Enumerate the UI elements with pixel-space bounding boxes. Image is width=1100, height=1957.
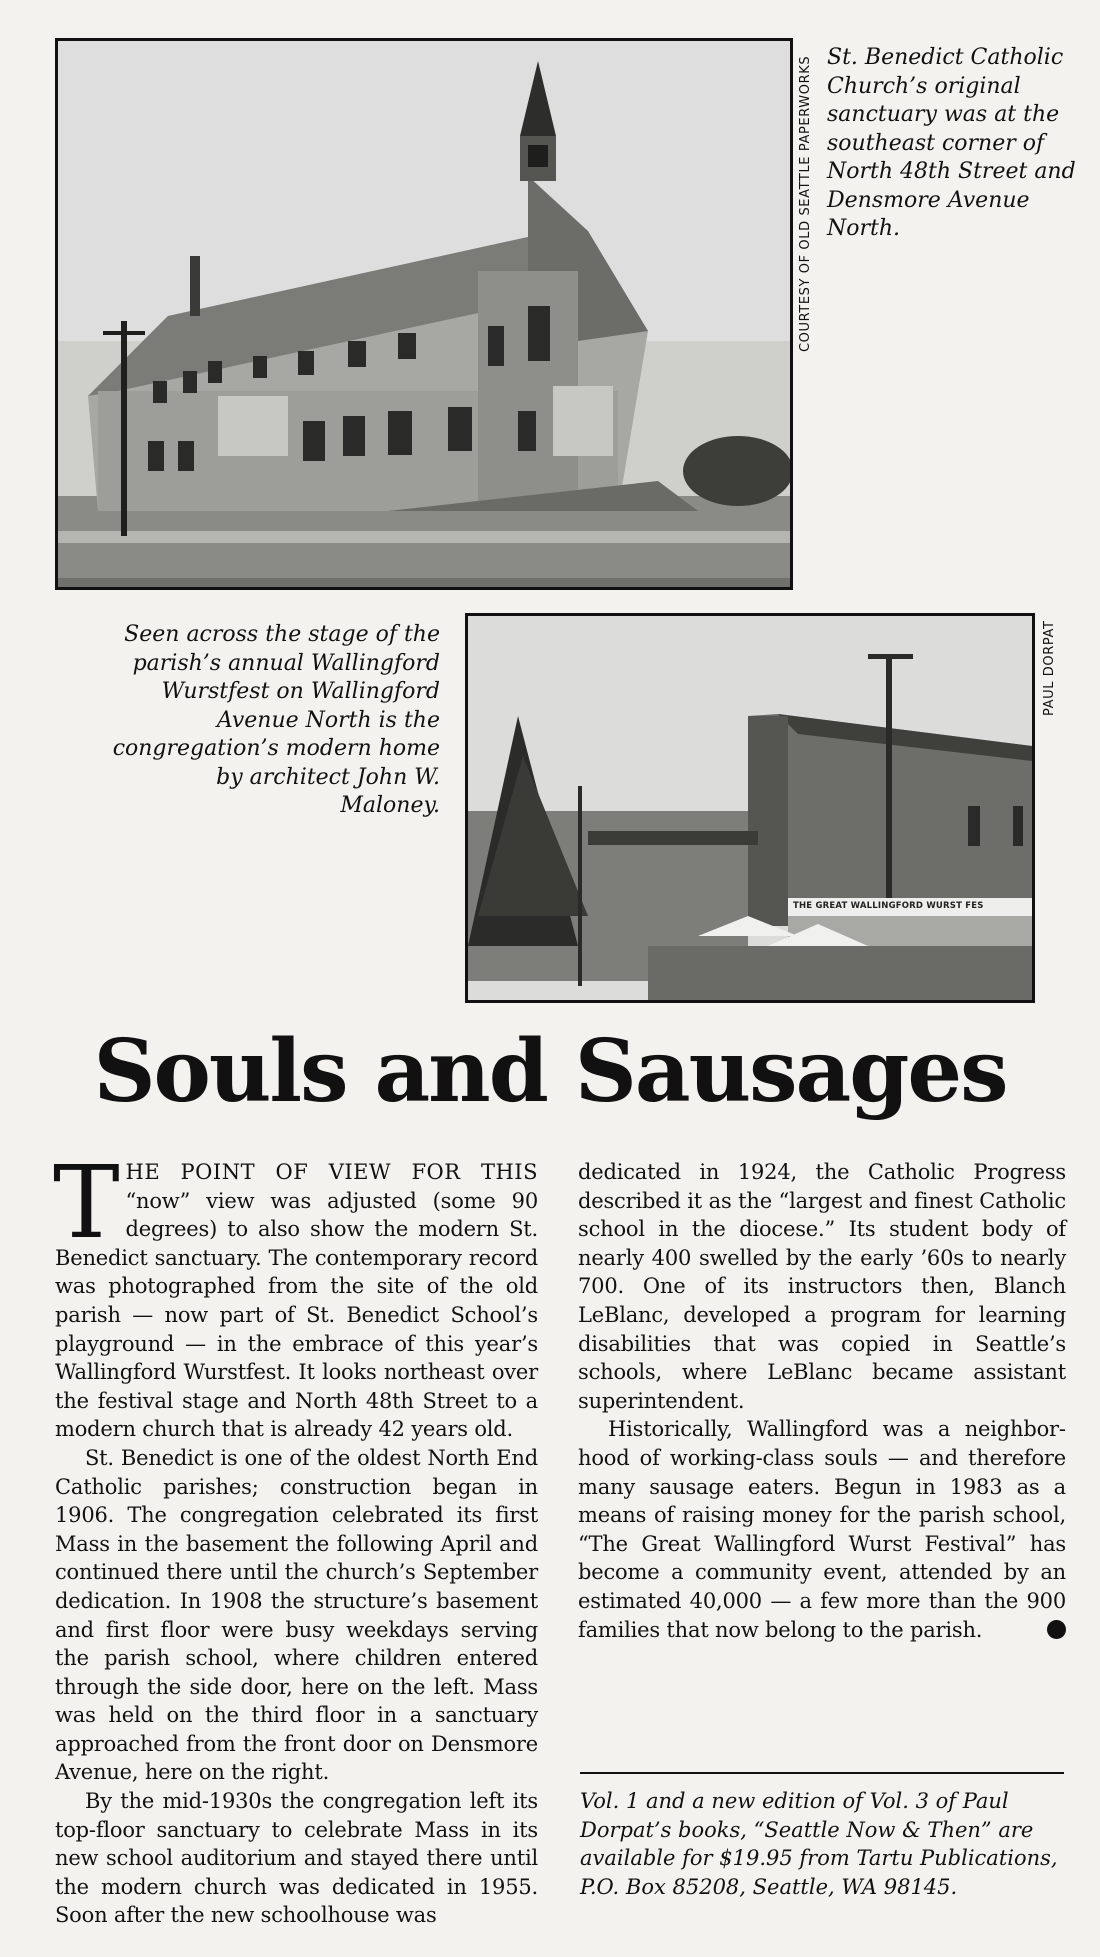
historic-church-illustration bbox=[58, 41, 790, 587]
festival-banner-text: THE GREAT WALLINGFORD WURST FES bbox=[793, 901, 984, 911]
paragraph-1 bbox=[53, 1144, 538, 1444]
paragraph-4 bbox=[578, 1415, 1087, 1644]
historic-church-photo bbox=[55, 38, 793, 590]
end-mark-icon: P bbox=[1047, 1620, 1066, 1639]
article-column-1 bbox=[53, 1144, 538, 1930]
photo1-caption: St. Benedict Catholic Church’s original sanctuary was at the southeast corner of North 48th Street and Densmore Avenue North. bbox=[827, 45, 1076, 241]
modern-church-illustration bbox=[468, 616, 1032, 1000]
paragraph-3-text: By the mid-1930s the congregation left its top-floor sanctuary to celebrate Mass in its new school auditorium and stayed there until the modern church was dedicated in 1955. Soon after the new schoolhouse was bbox=[55, 1789, 538, 1928]
photo-credit-paperworks: COURTESY OF OLD SEATTLE PAPERWORKS bbox=[798, 55, 813, 352]
paragraph-4-text: Historically, Wallingford was a neighborhood of working-class souls — and therefore many sausage eaters. Begun in 1983 as a means of raising money for the parish school, “The Great Wallingford Wurst Festival” has become a community event, attended by an estimated 40,000 — a few more than the 900 families that now belong to the parish. bbox=[578, 1417, 1066, 1642]
photo2-caption: Seen across the stage of the parish’s annual Wallingford Wurstfest on Wallingford Avenue North is the congregation’s modern home by architect John W. Maloney. bbox=[112, 622, 440, 818]
article-column-2 bbox=[578, 1158, 1087, 1644]
photo-credit-dorpat: PAUL DORPAT bbox=[1042, 620, 1057, 716]
article-headline: Souls and Sausages bbox=[93, 1021, 1007, 1122]
lead-in-caps: HE POINT OF VIEW FOR THIS bbox=[125, 1160, 538, 1184]
paragraph-3 bbox=[55, 1787, 538, 1930]
book-promo: Vol. 1 and a new edition of Vol. 3 of Paul Dorpat’s books, “Seattle Now & Then” are available for $19.95 from Tartu Publications, P.O. Box 85208, Seattle, WA 98145. bbox=[580, 1789, 1058, 1899]
paragraph-3-continued: dedicated in 1924, the Catholic Progress described it as the “largest and finest Catholic school in the diocese.” Its student body of nearly 400 swelled by the early ’60s to nearly 700. One of its instructors then, Blanch LeBlanc, developed a program for learning disabilities that was copied in Seattle’s schools, where LeBlanc became assistant superintendent. bbox=[578, 1160, 1066, 1413]
drop-cap: T bbox=[53, 1144, 120, 1261]
paragraph-1-text: “now” view was adjusted (some 90 degrees) to also show the modern St. Benedict sanctuary. The contemporary record was photographed from the site of the old parish — now part of St. Benedict School’s playground — in the embrace of this year’s Wallingford Wurstfest. It looks northeast over the festival stage and North 48th Street to a modern church that is already 42 years old. bbox=[55, 1188, 538, 1442]
divider-rule bbox=[580, 1772, 1064, 1774]
modern-church-photo bbox=[465, 613, 1035, 1003]
paragraph-2: St. Benedict is one of the oldest North End Catholic parishes; construction began in 1906. The congregation celebrated its first Mass in the basement the following April and continued there until the church’s September dedication. In 1908 the structure’s basement and first floor were busy weekdays serving the parish school, where children entered through the side door, here on the left. Mass was held on the third floor in a sanctuary approached from the front door on Densmore Avenue, here on the right. bbox=[55, 1445, 538, 1785]
